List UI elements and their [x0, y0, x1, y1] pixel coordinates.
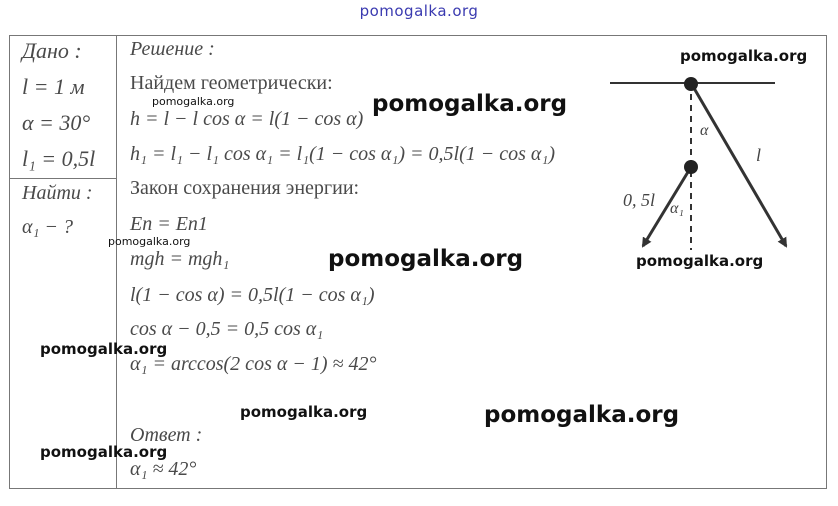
suspension-point — [684, 77, 698, 91]
given-length: l = 1 м — [22, 74, 85, 99]
find-target: α₁ − ? — [22, 216, 73, 238]
formula-energy-equality: Eп = Eп1 — [130, 213, 208, 235]
formula-h1: h₁ = l₁ − l₁ cos α₁ = l₁(1 − cos α₁) = 0,5l(1 − cos α₁) — [130, 143, 555, 165]
formula-lengths: l(1 − cos α) = 0,5l(1 − cos α₁) — [130, 284, 375, 306]
formula-result: α₁ = arccos(2 cos α − 1) ≈ 42° — [130, 353, 377, 375]
answer-title: Ответ : — [130, 424, 203, 446]
solution-step-geometry: Найдем геометрически: — [130, 72, 333, 94]
column-divider — [116, 35, 117, 489]
site-logo: pomogalka.org — [359, 2, 479, 20]
watermark: pomogalka.org — [240, 403, 368, 421]
formula-cos: cos α − 0,5 = 0,5 cos α₁ — [130, 318, 324, 340]
watermark: pomogalka.org — [40, 443, 168, 461]
long-thread-arrow — [691, 83, 786, 246]
watermark: pomogalka.org — [484, 402, 680, 428]
peg-point — [684, 160, 698, 174]
given-title: Дано : — [22, 38, 82, 63]
label-alpha1: α₁ — [670, 200, 684, 217]
watermark: pomogalka.org — [152, 95, 235, 108]
label-l: l — [756, 145, 762, 165]
watermark: pomogalka.org — [108, 235, 191, 248]
given-angle: α = 30° — [22, 110, 91, 135]
label-alpha: α — [700, 122, 709, 139]
formula-mgh: mgh = mgh₁ — [130, 248, 230, 270]
solution-step-energy: Закон сохранения энергии: — [130, 177, 360, 199]
given-find-divider — [9, 178, 117, 179]
watermark: pomogalka.org — [680, 47, 808, 65]
watermark: pomogalka.org — [328, 246, 524, 272]
pendulum-diagram — [600, 60, 810, 260]
answer-value: α₁ ≈ 42° — [130, 458, 197, 480]
solution-title: Решение : — [130, 38, 215, 60]
formula-h: h = l − l cos α = l(1 − cos α) — [130, 108, 364, 130]
watermark: pomogalka.org — [372, 91, 568, 117]
find-title: Найти : — [22, 182, 93, 204]
watermark: pomogalka.org — [636, 252, 764, 270]
given-short-length: l₁ = 0,5l — [22, 146, 96, 171]
label-half-l: 0, 5l — [623, 190, 656, 210]
watermark: pomogalka.org — [40, 340, 168, 358]
